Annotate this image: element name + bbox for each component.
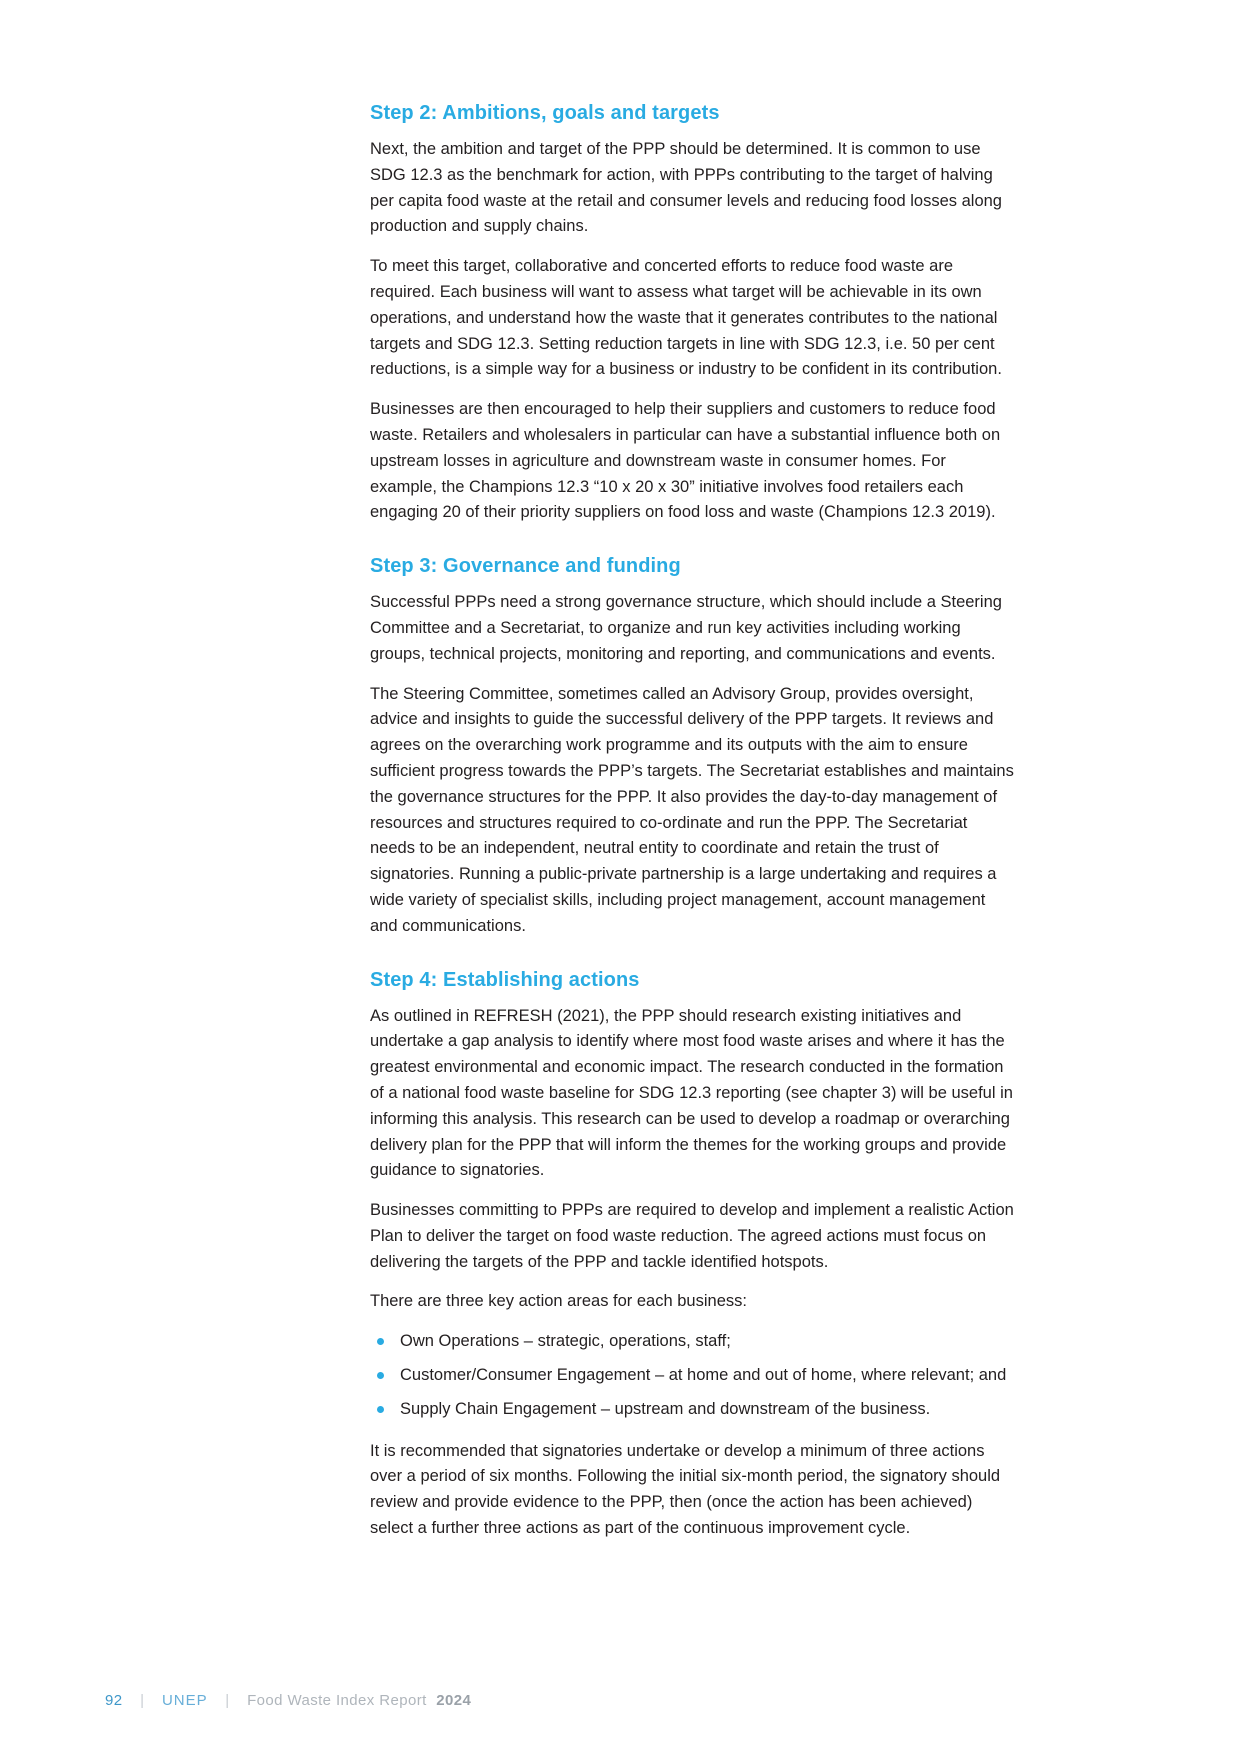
bullet-text: Own Operations – strategic, operations, staff; — [400, 1332, 731, 1351]
paragraph: As outlined in REFRESH (2021), the PPP should research existing initiatives and undertake a gap analysis to identify where most food waste arises and where it has the greatest environmental and economic impact. The research conducted in the formation of a national food waste baseline for SDG 12.3 reporting (see chapter 3) will be useful in informing this analysis. This research can be used to develop a roadmap or overarching delivery plan for the PPP that will inform the themes for the working groups and provide guidance to signatories. — [370, 1006, 1013, 1180]
paragraph: The Steering Committee, sometimes called an Advisory Group, provides oversight, advice and insights to guide the successful delivery of the PPP targets. It reviews and agrees on the overarching work programme and its outputs with the aim to ensure sufficient progress towards the PPP’s targets. The Secretariat establishes and maintains the governance structures for the PPP. It also provides the day-to-day management of resources and structures required to co-ordinate and run the PPP. The Secretariat needs to be an independent, neutral entity to coordinate and retain the trust of signatories. Running a public-private partnership is a large undertaking and requires a wide variety of specialist skills, including project management, account management and communications. — [370, 684, 1014, 935]
content-column — [370, 100, 1015, 1556]
section-step-2 — [370, 100, 1015, 526]
footer-report-year: 2024 — [436, 1692, 472, 1709]
paragraph: Businesses committing to PPPs are required to develop and implement a realistic Action Plan to deliver the target on food waste reduction. The agreed actions must focus on delivering the targets of the PPP and tackle identified hotspots. — [370, 1201, 1014, 1271]
footer-org-label: UNEP — [161, 1692, 208, 1709]
paragraph: To meet this target, collaborative and concerted efforts to reduce food waste are required. Each business will want to assess what target will be achievable in its own operations, and understand how the waste that it generates contributes to the national targets and SDG 12.3. Setting reduction targets in line with SDG 12.3, i.e. 50 per cent reductions, is a simple way for a business or industry to be confident in its contribution. — [370, 257, 1002, 379]
footer-separator: | — [225, 1692, 230, 1709]
section-step-3 — [370, 553, 1015, 939]
list-item — [370, 1363, 1015, 1389]
action-areas-list — [370, 1329, 1015, 1422]
list-item — [370, 1397, 1015, 1423]
page-footer — [105, 1692, 471, 1709]
section-step-4 — [370, 967, 1015, 1542]
paragraph: Businesses are then encouraged to help their suppliers and customers to reduce food waste. Retailers and wholesalers in particular can have a substantial influence both on upstream losses in agriculture and downstream waste in consumer homes. For example, the Champions 12.3 “10 x 20 x 30” initiative involves food retailers each engaging 20 of their priority suppliers on food loss and waste (Champions 12.3 2019). — [370, 400, 1001, 522]
section-heading-step-2: Step 2: Ambitions, goals and targets — [370, 102, 720, 124]
bullet-dot-icon — [377, 1372, 384, 1379]
paragraph: Successful PPPs need a strong governance structure, which should include a Steering Committee and a Secretariat, to organize and run key activities including working groups, technical projects, monitoring and reporting, and communications and events. — [370, 593, 1002, 663]
section-heading-step-4: Step 4: Establishing actions — [370, 968, 640, 991]
footer-separator: | — [140, 1692, 145, 1709]
footer-report-title: Food Waste Index Report — [247, 1692, 427, 1709]
list-intro: There are three key action areas for each business: — [370, 1292, 747, 1311]
paragraph: It is recommended that signatories undertake or develop a minimum of three actions over a period of six months. Following the initial six-month period, the signatory should review and provide evidence to the PPP, then (once the action has been achieved) select a further three actions as part of the continuous improvement cycle. — [370, 1441, 1001, 1538]
bullet-dot-icon — [377, 1406, 384, 1413]
bullet-dot-icon — [377, 1338, 384, 1345]
bullet-text: Customer/Consumer Engagement – at home and out of home, where relevant; and — [400, 1366, 1007, 1385]
bullet-text: Supply Chain Engagement – upstream and downstream of the business. — [400, 1399, 931, 1418]
list-item — [370, 1329, 1015, 1355]
section-heading-step-3: Step 3: Governance and funding — [370, 555, 681, 578]
page-number: 92 — [105, 1692, 123, 1709]
paragraph: Next, the ambition and target of the PPP should be determined. It is common to use SDG 12.3 as the benchmark for action, with PPPs contributing to the target of halving per capita food waste at the retail and consumer levels and reducing food losses along production and supply chains. — [370, 140, 1002, 236]
